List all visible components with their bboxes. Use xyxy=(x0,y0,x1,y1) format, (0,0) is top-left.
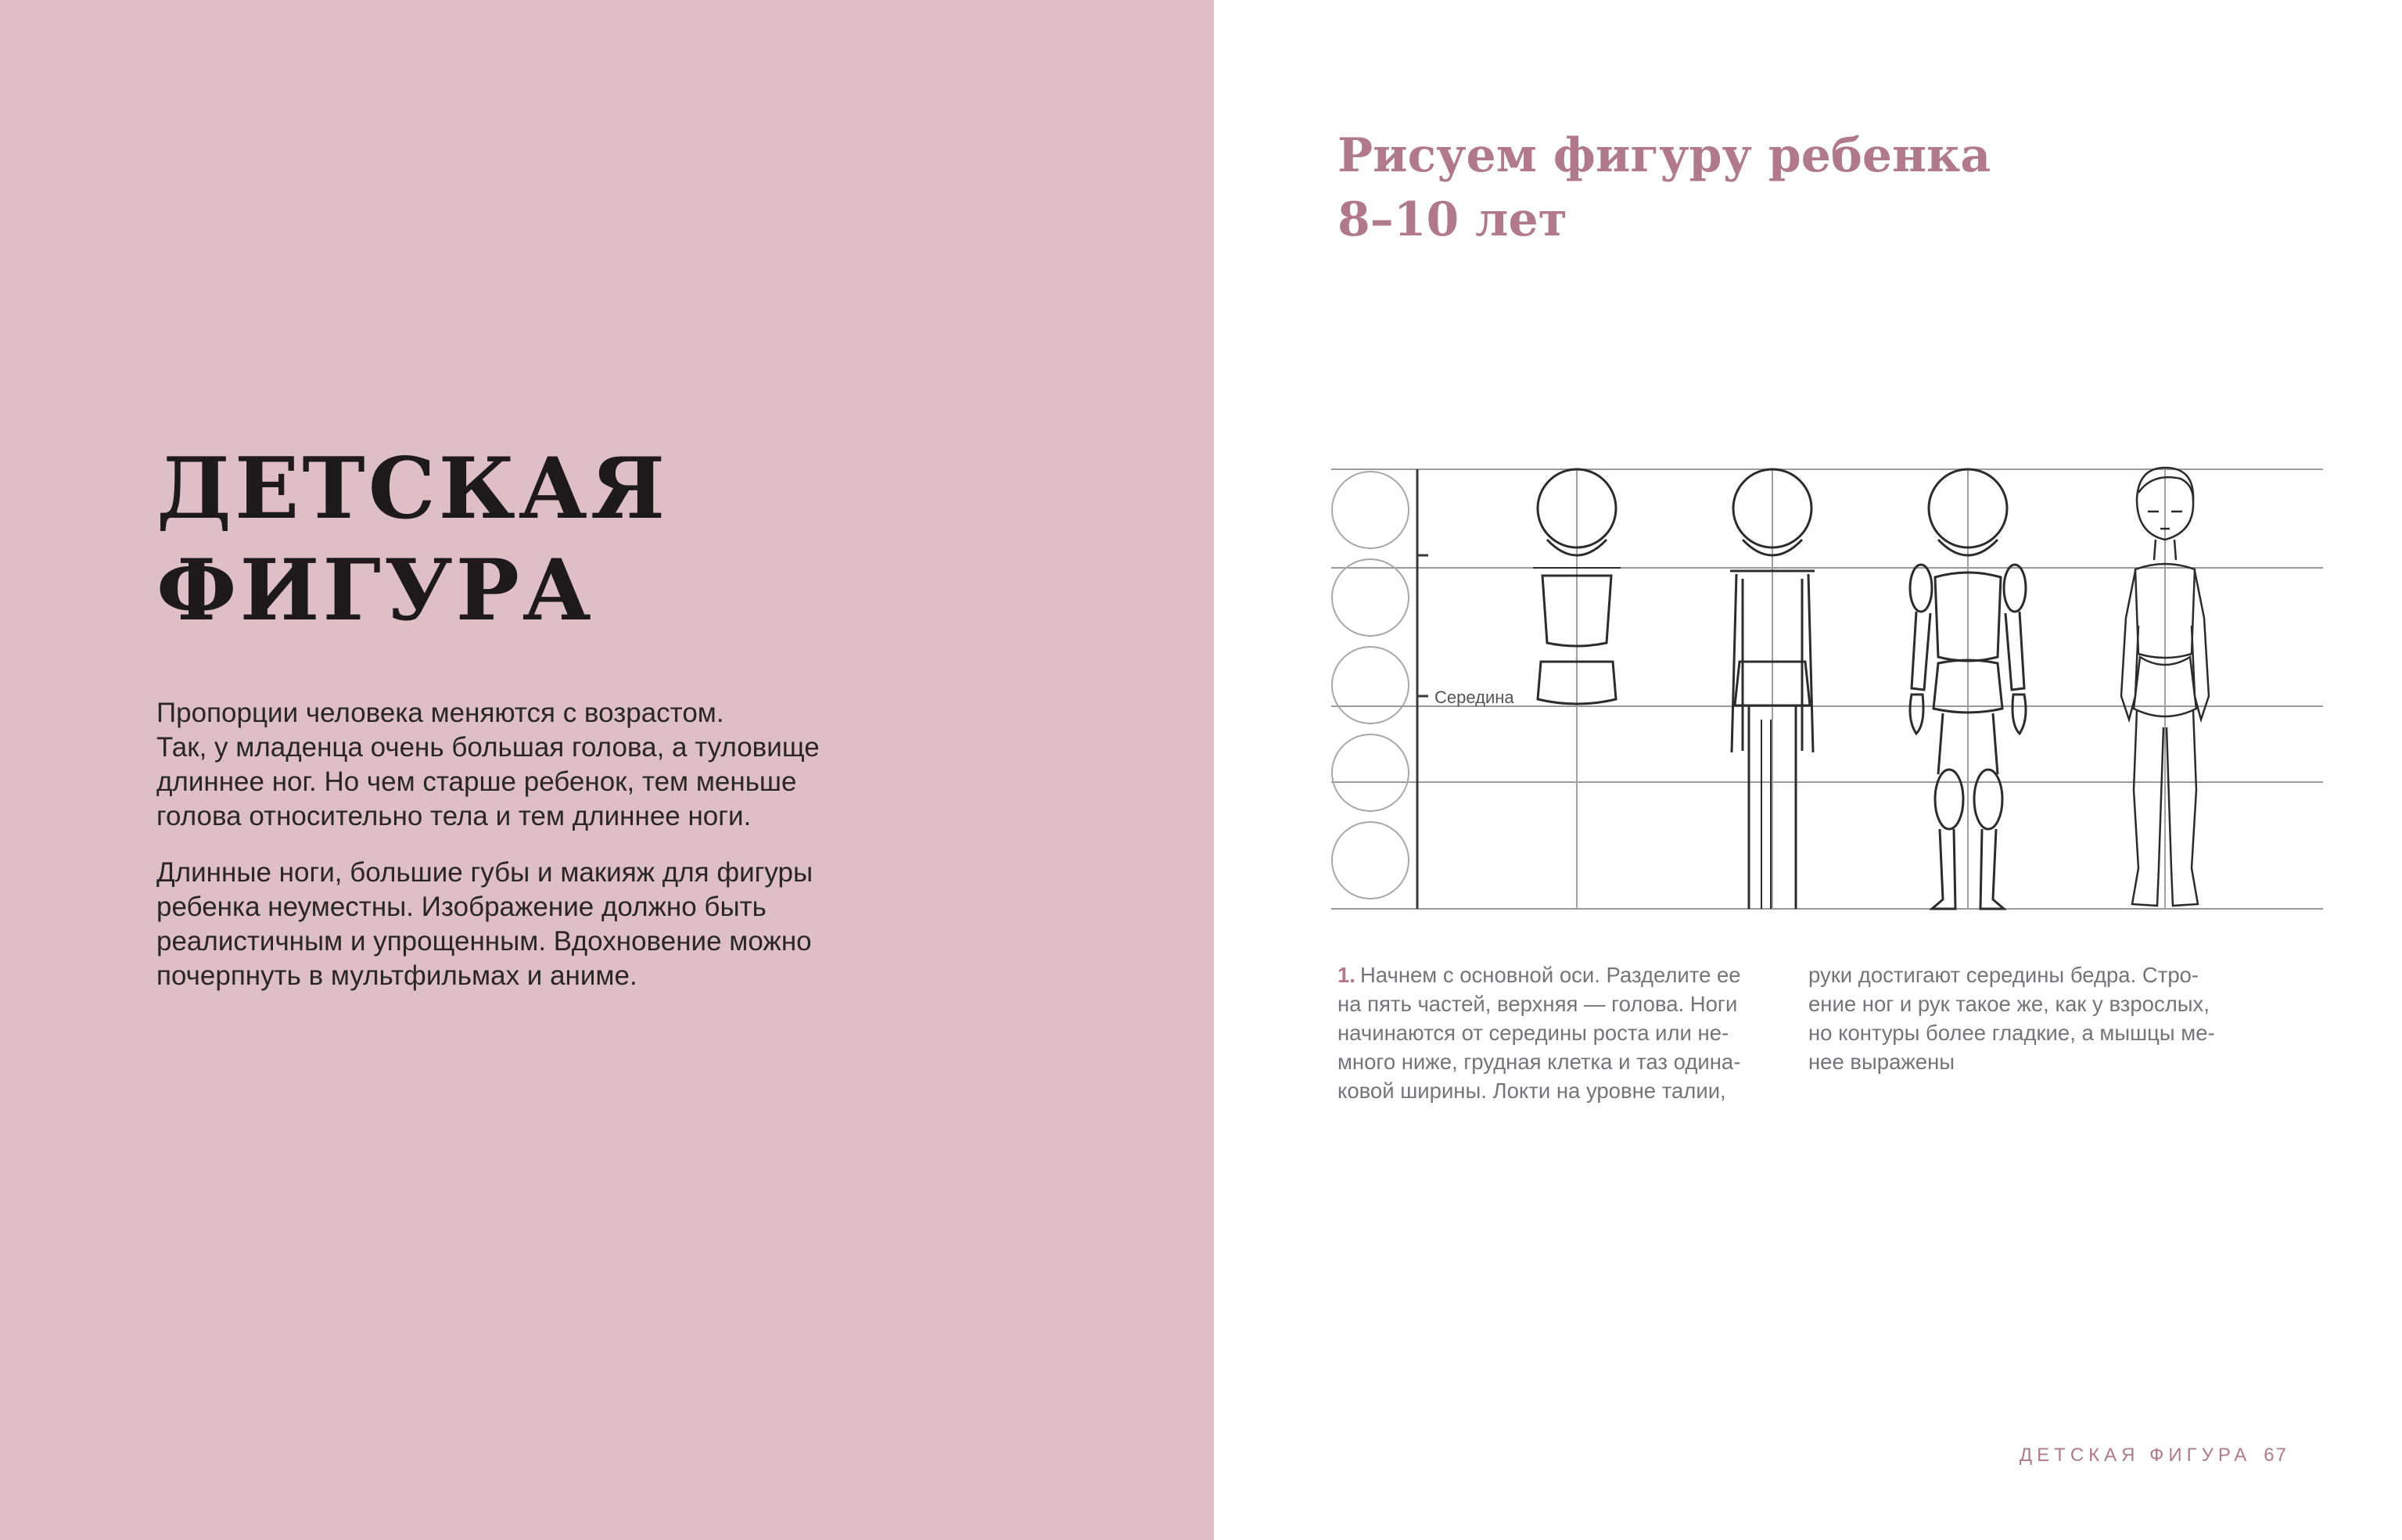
head-unit-circle xyxy=(1332,734,1409,811)
text-line: Длинные ноги, большие губы и макияж для фигуры xyxy=(156,857,813,888)
caption-line: на пять частей, верхняя — голова. Ноги xyxy=(1337,992,1738,1016)
caption-line: много ниже, грудная клетка и таз одина- xyxy=(1337,1050,1741,1074)
caption-line xyxy=(1337,960,1793,989)
chapter-title xyxy=(156,438,668,641)
intro-paragraph xyxy=(156,696,907,834)
proportion-diagram xyxy=(1331,461,2325,923)
head-unit-circle xyxy=(1332,647,1409,723)
section-title xyxy=(1337,124,1991,252)
page-number: 67 xyxy=(2264,1445,2288,1466)
text-line: Так, у младенца очень большая голова, а туловище xyxy=(156,732,820,763)
chapter-title-line: ФИГУРА xyxy=(156,541,594,640)
head-unit-circle xyxy=(1332,472,1409,548)
caption-line-text: Начнем с основной оси. Разделите ее xyxy=(1359,963,1741,987)
step-number: 1. xyxy=(1337,963,1355,987)
text-line: Пропорции человека меняются с возрастом. xyxy=(156,698,724,728)
caption-line: нее выражены xyxy=(1808,1050,1955,1074)
head-unit-circle xyxy=(1332,822,1409,899)
figure-stage-3 xyxy=(1910,469,2026,909)
text-line: голова относительно тела и тем длиннее ноги. xyxy=(156,801,752,831)
caption-column-1 xyxy=(1337,960,1793,1105)
caption-line: но контуры более гладкие, а мышцы ме- xyxy=(1808,1021,2215,1045)
right-page xyxy=(1214,0,2402,1540)
head-unit-column xyxy=(1332,469,1514,909)
running-footer xyxy=(2020,1445,2288,1466)
caption-line: начинаются от середины роста или не- xyxy=(1337,1021,1729,1045)
figure-stage-1 xyxy=(1533,469,1621,909)
intro-text xyxy=(156,696,907,1015)
chapter-title-line: ДЕТСКАЯ xyxy=(156,440,669,538)
proportion-diagram-svg xyxy=(1331,461,2325,923)
caption-line: руки достигают середины бедра. Стро- xyxy=(1808,963,2199,987)
running-title: ДЕТСКАЯ ФИГУРА xyxy=(2019,1445,2252,1466)
caption-line: ковой ширины. Локти на уровне талии, xyxy=(1337,1079,1726,1103)
figure-stage-2 xyxy=(1730,469,1815,909)
head-unit-circle xyxy=(1332,559,1409,636)
text-line: длиннее ног. Но чем старше ребенок, тем меньше xyxy=(156,766,797,797)
section-title-line: Рисуем фигуру ребенка xyxy=(1337,128,1991,183)
section-title-line: 8–10 лет xyxy=(1337,192,1567,247)
text-line: ребенка неуместны. Изображение должно быть xyxy=(156,892,767,922)
caption-column-2 xyxy=(1808,960,2264,1076)
text-line: почерпнуть в мультфильмах и аниме. xyxy=(156,960,637,991)
intro-paragraph xyxy=(156,856,907,993)
text-line: реалистичным и упрощенным. Вдохновение можно xyxy=(156,926,812,957)
caption-line: ение ног и рук такое же, как у взрослых, xyxy=(1808,992,2210,1016)
figure-stage-4 xyxy=(2121,468,2209,909)
label-middle: Середина xyxy=(1434,687,1514,707)
